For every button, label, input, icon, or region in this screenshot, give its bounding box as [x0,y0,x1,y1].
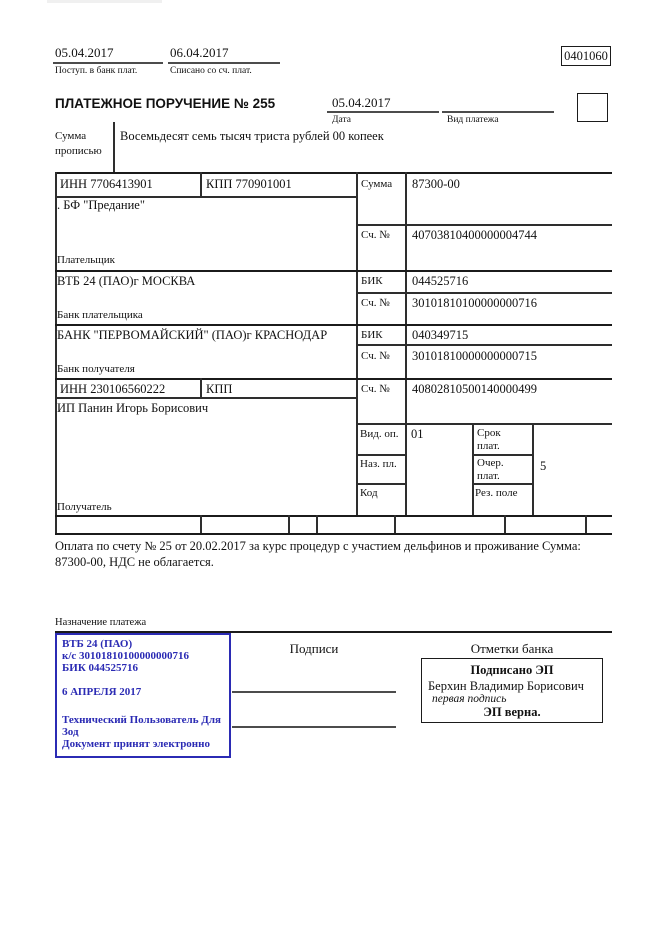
signature-line-1 [232,691,396,693]
stamp-corr-account: к/с 30101810100000000716 [62,650,190,662]
priority-value: 5 [540,459,547,473]
amount-label: Сумма [361,178,393,190]
esign-verified: ЭП верна. [483,705,541,719]
form-code-box [561,46,611,66]
payer-inn-kpp-divider [200,172,202,196]
op-block-col-line-1 [472,423,474,515]
payee-section-line [55,515,612,517]
priority-cell-line [472,483,532,485]
tax-row-divider-3 [316,515,318,533]
payee-kpp: КПП [206,382,233,396]
op-type-value: 01 [411,427,424,441]
amount-words-divider [113,122,115,172]
op-block-top-line [356,423,612,425]
payer-bank-bik-label: БИК [361,275,383,287]
stamp-user-line-2: Зод [62,726,79,738]
tax-row-divider-2 [288,515,290,533]
debited-date-underline [168,62,280,64]
term-label-2: плат. [477,440,500,452]
payee-inn-kpp-divider [200,378,202,397]
received-date-underline [53,62,163,64]
payer-kpp: КПП 770901001 [206,177,292,191]
payee-bank-account: 30101810000000000715 [412,349,537,363]
payee-bank-bik: 040349715 [412,328,469,342]
payer-label: Плательщик [57,254,115,266]
priority-label-2: плат. [477,470,500,482]
op-block-col-line-2 [532,423,534,515]
payee-inn: ИНН 230106560222 [60,382,166,396]
received-in-bank-date: 05.04.2017 [55,45,114,60]
stamp-bik: БИК 044525716 [62,662,139,674]
payee-account-label: Сч. № [361,383,390,395]
payee-bank-label: Банк получателя [57,363,135,375]
payee-name: ИП Панин Игорь Борисович [57,401,209,415]
table-left-border [55,172,57,533]
debited-label: Списано со сч. плат. [170,66,252,76]
payment-type-box [577,93,608,122]
esign-box [421,658,603,723]
payee-bank-name: БАНК "ПЕРВОМАЙСКИЙ" (ПАО)г КРАСНОДАР [57,328,328,342]
debited-date: 06.04.2017 [170,45,229,60]
reserve-label: Рез. поле [475,487,518,499]
payee-bank-account-label: Сч. № [361,350,390,362]
term-label-1: Срок [477,427,501,439]
nazpl-cell-line [356,483,405,485]
payee-account: 40802810500140000499 [412,382,537,396]
term-cell-line [472,454,532,456]
payer-bank-bik: 044525716 [412,274,469,288]
received-in-bank-label: Поступ. в банк плат. [55,66,138,76]
payment-type-underline [442,111,554,113]
table-line [55,172,612,174]
stamp-bank-name: ВТБ 24 (ПАО) [62,638,133,650]
payee-bank-bik-label: БИК [361,329,383,341]
stamp-accepted: Документ принят электронно [62,738,210,750]
payer-bank-label: Банк плательщика [57,309,143,321]
date-underline [327,111,439,113]
amount-words-value: Восемьдесят семь тысяч триста рублей 00 копеек [120,129,384,143]
purpose-line-2: 87300-00, НДС не облагается. [55,555,214,569]
payer-bank-account: 30101810100000000716 [412,296,537,310]
scan-artifact [47,0,162,3]
payer-inn: ИНН 7706413901 [60,177,153,191]
tax-row-divider-5 [504,515,506,533]
bank-stamp-box [55,633,231,758]
priority-label-1: Очер. [477,457,504,469]
payee-inn-row-line [55,397,356,399]
payer-section-line [55,270,612,272]
payer-account: 40703810400000004744 [412,228,537,242]
tax-row-divider-4 [394,515,396,533]
purpose-label: Назначение платежа [55,617,147,628]
payee-label: Получатель [57,501,112,513]
payee-bank-section-line [55,378,612,380]
amount-words-label-1: Сумма [55,130,87,142]
payer-bank-name: ВТБ 24 (ПАО)г МОСКВА [57,274,196,288]
payee-bank-bik-line [356,344,612,346]
naz-label: Наз. пл. [360,458,397,470]
payer-account-label: Сч. № [361,229,390,241]
esign-title: Подписано ЭП [470,663,554,677]
date-label: Дата [332,115,351,125]
payer-bank-account-label: Сч. № [361,297,390,309]
payer-name: . БФ "Предание" [57,198,145,212]
form-code: 0401060 [564,49,608,63]
purpose-line-1: Оплата по счету № 25 от 20.02.2017 за курс процедур с участием дельфинов и проживание Сумма: [55,539,581,553]
signature-line-2 [232,726,396,728]
tax-row-divider-6 [585,515,587,533]
tax-row-bottom-line [55,533,612,535]
stamp-date: 6 АПРЕЛЯ 2017 [62,686,142,698]
tax-row-divider-1 [200,515,202,533]
payment-type-label: Вид платежа [447,115,499,125]
amount-words-label-2: прописью [55,145,102,157]
esign-sub: первая подпись [432,693,507,705]
code-label: Код [360,487,378,499]
op-type-label: Вид. оп. [360,428,399,440]
document-title: ПЛАТЕЖНОЕ ПОРУЧЕНИЕ № 255 [55,96,276,111]
amount-cell-line [356,224,612,226]
stamp-user-line-1: Технический Пользователь Для [62,714,221,726]
amount-value: 87300-00 [412,177,460,191]
vidop-cell-line [356,454,405,456]
bank-marks-label: Отметки банка [470,641,554,656]
esign-name: Берхин Владимир Борисович [428,679,584,693]
payer-bank-section-line [55,324,612,326]
signatures-label: Подписи [289,641,339,656]
payer-bank-bik-line [356,292,612,294]
document-date: 05.04.2017 [332,95,391,110]
